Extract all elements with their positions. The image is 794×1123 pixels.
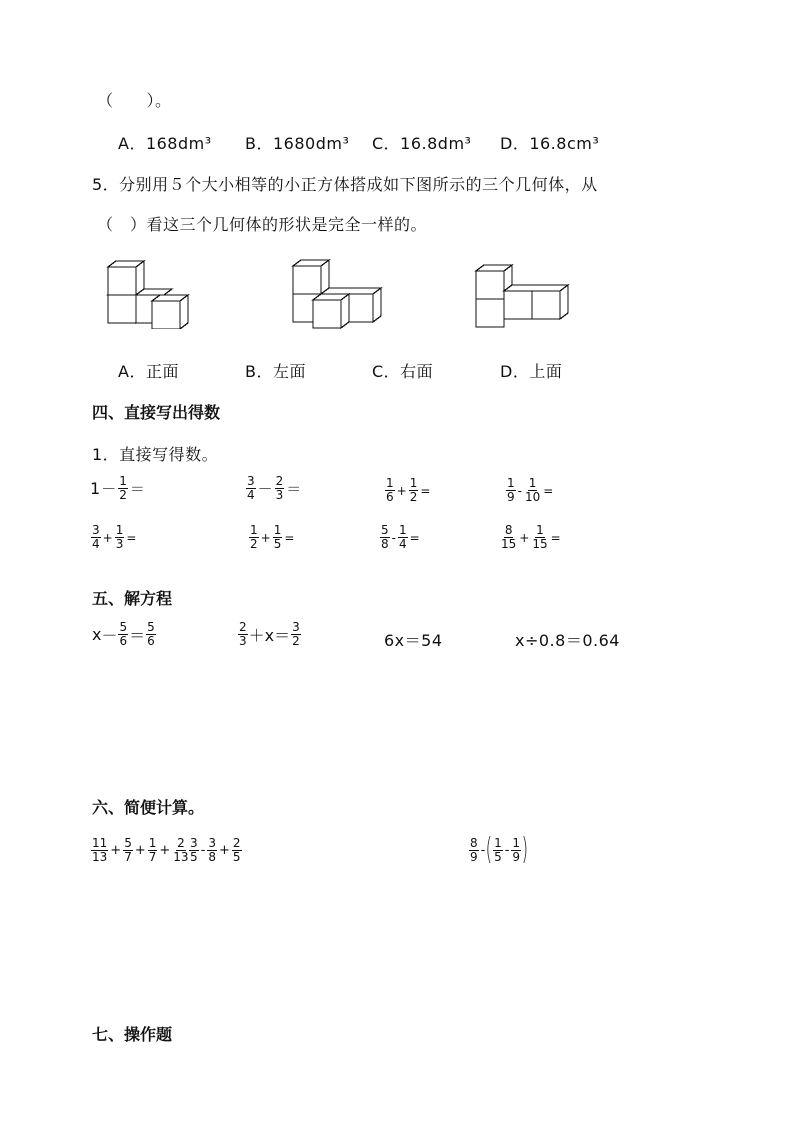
- fraction: [469, 837, 479, 864]
- simplify-expression-3: [468, 832, 529, 867]
- numerator: 1: [273, 523, 282, 537]
- denominator: 6: [119, 634, 128, 648]
- minus-sign: -: [200, 843, 206, 858]
- fraction: [246, 475, 256, 502]
- fraction: [493, 837, 503, 864]
- plus-sign: +: [110, 843, 122, 858]
- operator: －: [101, 626, 118, 645]
- denominator: 13: [92, 850, 108, 864]
- numerator: 8: [470, 835, 478, 850]
- fraction: [380, 524, 390, 551]
- fraction: [118, 475, 128, 502]
- fraction: [524, 477, 541, 504]
- fraction: [115, 524, 125, 551]
- q4-option-c: C．16.8dm³: [372, 134, 472, 153]
- equals-sign: ＝: [129, 480, 145, 498]
- q5-question-line1: 5．分别用５个大小相等的小正方体搭成如下图所示的三个几何体，从: [92, 175, 598, 194]
- q5-option-b: B．左面: [245, 362, 306, 381]
- section4-heading: 四、直接写出得数: [92, 403, 221, 422]
- numerator: 1: [148, 836, 157, 850]
- denominator: 5: [190, 850, 198, 864]
- right-parenthesis: ): [521, 832, 529, 867]
- numerator: 3: [247, 474, 255, 488]
- section6-heading: 六、简便计算。: [92, 798, 205, 817]
- q4-option-b: B．1680dm³: [245, 134, 350, 153]
- calc-2-4: [499, 524, 562, 551]
- calc-1-2: [245, 475, 302, 502]
- numerator: 2: [177, 836, 185, 850]
- denominator: 2: [292, 634, 300, 648]
- numerator: 3: [292, 620, 300, 634]
- plus-sign: +: [134, 843, 146, 858]
- fraction: [146, 621, 156, 648]
- equation-4: x÷0.8＝0.64: [515, 631, 620, 650]
- fraction: [249, 524, 259, 551]
- numerator: 3: [92, 523, 100, 537]
- numerator: 11: [92, 836, 108, 850]
- calc-1-3: [384, 477, 431, 504]
- fraction: [207, 837, 217, 864]
- fraction: [148, 837, 158, 864]
- equals-sign: =: [409, 530, 420, 545]
- denominator: 15: [532, 537, 548, 551]
- numerator: 2: [275, 474, 284, 488]
- denominator: 13: [173, 850, 189, 864]
- numerator: 1: [507, 476, 515, 490]
- numerator: 1: [536, 523, 544, 537]
- operator: －: [101, 480, 117, 498]
- numerator: 5: [124, 836, 132, 850]
- q4-option-a: A．168dm³: [118, 134, 212, 153]
- equals-sign: =: [126, 530, 137, 545]
- numerator: 2: [239, 620, 247, 634]
- denominator: 2: [250, 537, 258, 551]
- operator: +: [396, 483, 407, 498]
- denominator: 8: [381, 537, 389, 551]
- numerator: 3: [190, 836, 198, 850]
- operator: +: [102, 530, 113, 545]
- operator: +: [519, 530, 530, 545]
- fraction: [232, 837, 242, 864]
- equals-sign: =: [543, 483, 554, 498]
- fraction: [506, 477, 516, 504]
- section4-subheading: 1．直接写得数。: [92, 445, 219, 464]
- numerator: 1: [115, 523, 124, 537]
- equals-sign: ＝: [129, 626, 146, 645]
- fraction: [511, 837, 521, 864]
- numerator: 8: [504, 523, 513, 537]
- section5-heading: 五、解方程: [92, 589, 173, 608]
- fraction: [531, 524, 548, 551]
- minus-sign: -: [480, 842, 486, 858]
- whole-number: 1: [90, 479, 101, 498]
- denominator: 6: [386, 490, 394, 504]
- denominator: 3: [239, 634, 247, 648]
- plus-sign: +: [218, 843, 230, 858]
- q5-question-line2: （ ）看这三个几何体的形状是完全一样的。: [97, 215, 428, 234]
- minus-sign: -: [504, 842, 510, 858]
- calc-2-2: [248, 524, 295, 551]
- fraction: [398, 524, 408, 551]
- simplify-expression-2: [188, 837, 243, 864]
- equals-sign: =: [550, 530, 561, 545]
- denominator: 6: [147, 634, 155, 648]
- denominator: 3: [275, 488, 284, 502]
- numerator: 1: [386, 476, 394, 490]
- fraction: [291, 621, 301, 648]
- numerator: 5: [147, 620, 155, 634]
- numerator: 1: [494, 835, 502, 850]
- fraction: [123, 837, 133, 864]
- denominator: 15: [501, 537, 517, 551]
- operator: －: [257, 480, 273, 498]
- numerator: 5: [119, 620, 128, 634]
- denominator: 3: [115, 537, 124, 551]
- q4-option-d: D．16.8cm³: [500, 134, 600, 153]
- fraction: [91, 524, 101, 551]
- calc-1-4: [505, 477, 554, 504]
- q5-option-a: A．正面: [118, 362, 179, 381]
- fraction: [385, 477, 395, 504]
- numerator: 5: [381, 523, 389, 537]
- numerator: 1: [512, 835, 521, 850]
- calc-2-3: [379, 524, 421, 551]
- numerator: 3: [208, 836, 216, 850]
- numerator: 1: [528, 476, 537, 490]
- equation-1: [92, 621, 157, 648]
- numerator: 1: [250, 523, 258, 537]
- denominator: 5: [494, 849, 502, 864]
- equals-sign: =: [284, 530, 295, 545]
- numerator: 1: [119, 474, 127, 488]
- section7-heading: 七、操作题: [92, 1025, 173, 1044]
- q5-option-d: D．上面: [500, 362, 563, 381]
- fraction: [91, 837, 108, 864]
- denominator: 4: [247, 488, 255, 502]
- fraction: [118, 621, 128, 648]
- denominator: 2: [119, 488, 127, 502]
- denominator: 10: [524, 490, 541, 504]
- fraction: [172, 837, 189, 864]
- q5-option-c: C．右面: [372, 362, 434, 381]
- q4-answer-bracket: （ ）。: [97, 91, 172, 110]
- denominator: 9: [470, 849, 478, 864]
- variable: x: [92, 625, 102, 644]
- operator: +: [260, 530, 271, 545]
- denominator: 7: [148, 850, 157, 864]
- denominator: 4: [92, 537, 100, 551]
- denominator: 4: [398, 537, 407, 551]
- operator: -: [517, 483, 522, 498]
- fraction: [273, 524, 283, 551]
- numerator: 1: [409, 476, 418, 490]
- cube-figure-3: [470, 263, 576, 329]
- equals-sign: =: [420, 483, 431, 498]
- denominator: 5: [232, 850, 241, 864]
- denominator: 2: [409, 490, 418, 504]
- denominator: 5: [273, 537, 282, 551]
- numerator: 1: [398, 523, 407, 537]
- equation-2: [237, 621, 302, 648]
- equals-sign: ＝: [286, 480, 302, 498]
- denominator: 9: [512, 849, 521, 864]
- denominator: 9: [507, 490, 515, 504]
- operator: -: [391, 530, 396, 545]
- cube-figure-1: [100, 253, 200, 329]
- calc-1-1: [90, 475, 146, 502]
- plus-sign: +: [159, 843, 171, 858]
- fraction: [500, 524, 517, 551]
- cube-figure-2: [285, 256, 385, 332]
- numerator: 2: [232, 836, 241, 850]
- calc-2-1: [90, 524, 137, 551]
- denominator: 7: [124, 850, 132, 864]
- left-parenthesis: (: [485, 832, 493, 867]
- fraction: [189, 837, 199, 864]
- simplify-expression-1: [90, 837, 191, 864]
- fraction: [409, 477, 419, 504]
- equation-3: 6x＝54: [384, 631, 443, 650]
- equation-middle: ＋x＝: [248, 626, 291, 645]
- fraction: [238, 621, 248, 648]
- fraction: [275, 475, 285, 502]
- denominator: 8: [208, 850, 216, 864]
